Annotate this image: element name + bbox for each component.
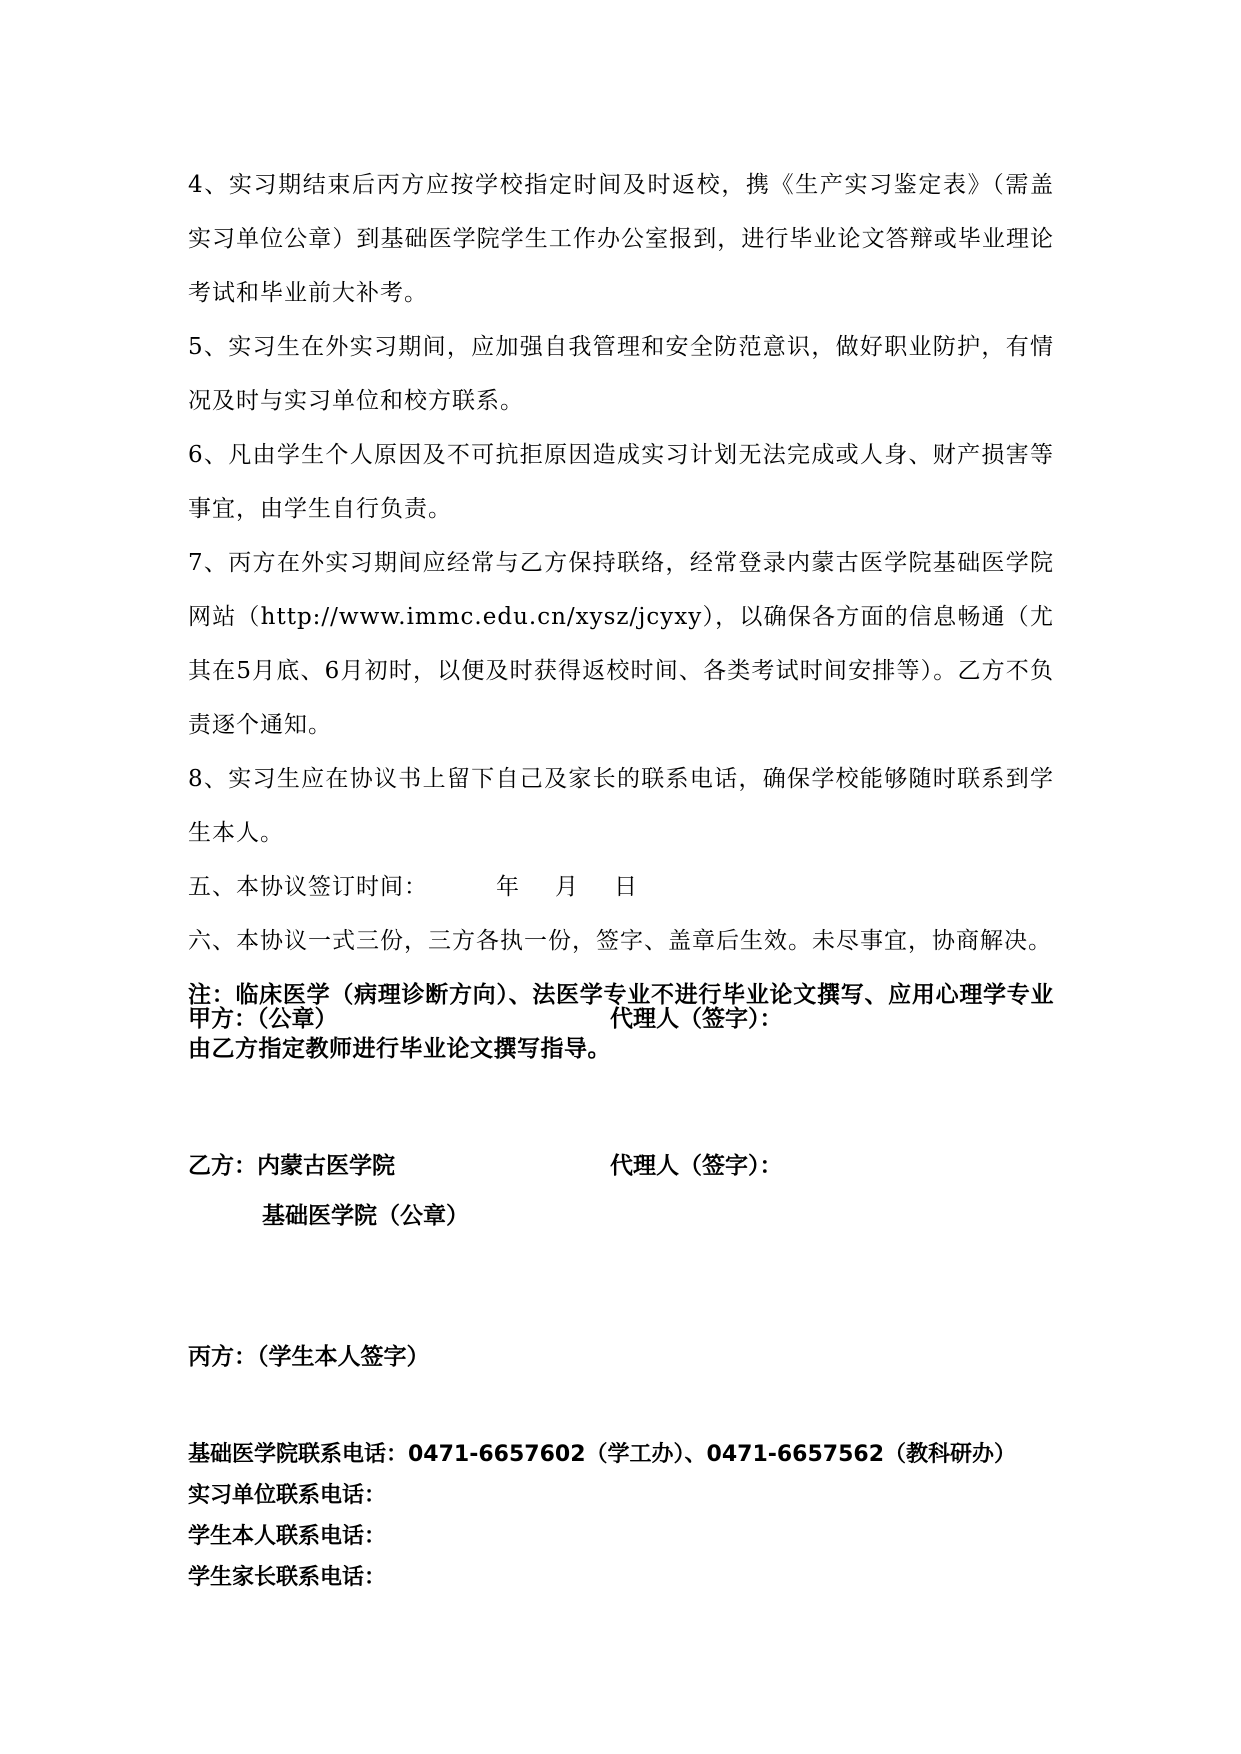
note-paragraph: 注：临床医学（病理诊断方向）、法医学专业不进行毕业论文撰写、应用心理学专业由乙方指定教师进行毕业论文撰写指导。	[188, 982, 1054, 1062]
contact-section	[188, 1434, 1016, 1598]
parent-phone-line: 学生家长联系电话：	[188, 1565, 387, 1590]
student-phone-line: 学生本人联系电话：	[188, 1524, 387, 1549]
term-item-4: 4、实习期结束后丙方应按学校指定时间及时返校，携《生产实习鉴定表》（需盖实习单位公章）到基础医学院学生工作办公室报到，进行毕业论文答辩或毕业理论考试和毕业前大补考。	[188, 172, 1054, 306]
signing-month: 月	[555, 874, 579, 900]
agreement-terms	[188, 158, 1054, 1076]
party-b-sub-label: 基础医学院（公章）	[262, 1203, 469, 1229]
term-item-6: 6、凡由学生个人原因及不可抗拒原因造成实习计划无法完成或人身、财产损害等事宜，由学生自行负责。	[188, 442, 1054, 522]
signing-time-label: 五、本协议签订时间：	[188, 874, 428, 900]
school-phone-line: 基础医学院联系电话：0471-6657602（学工办）、0471-6657562（教科研办）	[188, 1442, 1017, 1467]
party-b-agent-label: 代理人（签字）：	[610, 1153, 783, 1179]
copies-clause: 六、本协议一式三份，三方各执一份，签字、盖章后生效。未尽事宜，协商解决。	[188, 928, 1052, 954]
party-a-label: 甲方：（公章）	[188, 1006, 338, 1032]
party-c-label: 丙方：（学生本人签字）	[188, 1344, 430, 1370]
signing-year: 年	[496, 874, 520, 900]
party-b-label: 乙方：内蒙古医学院	[188, 1153, 395, 1179]
signing-day: 日	[614, 874, 638, 900]
signing-time-line	[188, 860, 1054, 914]
unit-phone-line: 实习单位联系电话：	[188, 1483, 387, 1508]
term-item-5: 5、实习生在外实习期间，应加强自我管理和安全防范意识，做好职业防护，有情况及时与实习单位和校方联系。	[188, 334, 1054, 414]
party-a-agent-label: 代理人（签字）：	[610, 1006, 783, 1032]
term-item-8: 8、实习生应在协议书上留下自己及家长的联系电话，确保学校能够随时联系到学生本人。	[188, 766, 1054, 846]
term-item-7: 7、丙方在外实习期间应经常与乙方保持联络，经常登录内蒙古医学院基础医学院网站（http://www.immc.edu.cn/xysz/jcyxy），以确保各方面的信息畅通（尤其在5月底、6月初时，以便及时获得返校时间、各类考试时间安排等）。乙方不负责逐个通知。	[188, 550, 1054, 738]
